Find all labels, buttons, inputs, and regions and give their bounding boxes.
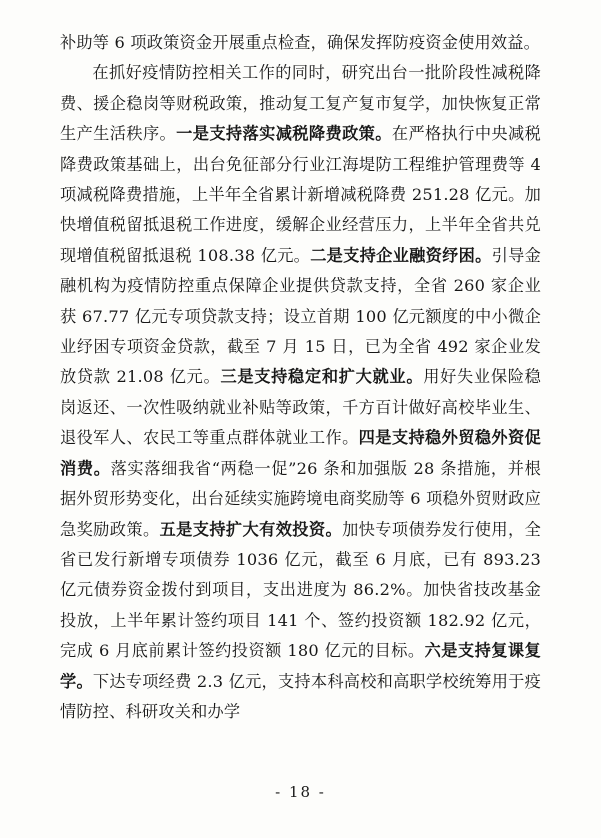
paragraph-main [60, 58, 541, 727]
para-main-run-6: 用好失业保险稳岗返还、一次性吸纳就业补贴等政策，千方百计做好高校毕业生、退役军人、农民工等重点群体就业工作。 [60, 367, 542, 448]
para-continued-run-0: 补助等 6 项政策资金开展重点检查，确保发挥防疫资金使用效益。 [60, 33, 541, 52]
paragraph-continued [60, 28, 541, 58]
para-main-run-3: 二是支持企业融资纾困。 [310, 245, 492, 265]
para-main-run-11: 六是支持复课复学。 [60, 641, 541, 691]
para-main-run-1: 一是支持落实减税降费政策。 [176, 124, 392, 144]
page-number: - 18 - [275, 783, 326, 801]
para-main-run-10: 加快专项债券发行使用，全省已发行新增专项债券 1036 亿元，截至 6 月底，已有 893.23 亿元债券资金拨付到项目，支出进度为 86.2%。加快省技改基金投放，上半年累计签约项目 141 个、签约投资额 182.92 亿元，完成 6 月底前累计签约投资额 180 亿元的目标。 [60, 519, 542, 661]
para-main-run-12: 下达专项经费 2.3 亿元，支持本科高校和高职学校统筹用于疫情防控、科研攻关和办学 [60, 671, 541, 721]
para-main-run-7: 四是支持稳外贸稳外资促消费。 [60, 428, 541, 478]
para-main-run-5: 三是支持稳定和扩大就业。 [220, 367, 424, 387]
page-body-text [60, 28, 541, 727]
page-footer [0, 782, 601, 801]
para-main-run-8: 落实落细我省“两稳一促”26 条和加强版 28 条措施，并根据外贸形势变化，出台延续实施跨境电商奖励等 6 项稳外贸财政应急奖励政策。 [60, 458, 541, 539]
para-main-run-2: 在严格执行中央减税降费政策基础上，出台免征部分行业江海堤防工程维护管理费等 4 项减税降费措施，上半年全省累计新增减税降费 251.28 亿元。加快增值税留抵退税工作进度，缓解企业经营压力，上半年全省共兑现增值税留抵退税 108.38 亿元。 [60, 124, 541, 265]
para-main-run-9: 五是支持扩大有效投资。 [159, 519, 343, 539]
para-main-run-0: 在抓好疫情防控相关工作的同时，研究出台一批阶段性减税降费、援企稳岗等财税政策，推动复工复产复市复学，加快恢复正常生产生活秩序。 [60, 63, 541, 144]
para-main-run-4: 引导金融机构为疫情防控重点保障企业提供贷款支持，全省 260 家企业获 67.77 亿元专项贷款支持；设立首期 100 亿元额度的中小微企业纾困专项资金贷款，截至 7 月 15 日，已为全省 492 家企业发放贷款 21.08 亿元。 [60, 245, 542, 387]
